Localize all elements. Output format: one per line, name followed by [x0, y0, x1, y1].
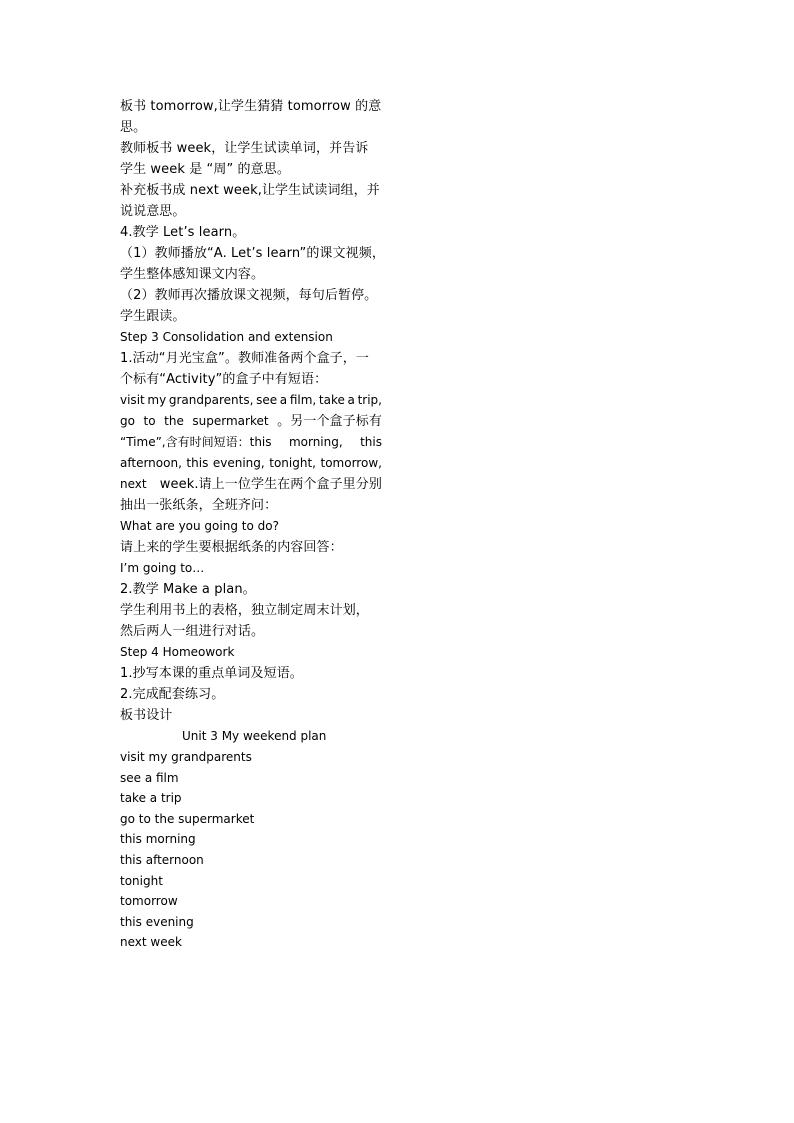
- board-item: tonight: [120, 873, 163, 888]
- word: go: [120, 414, 135, 428]
- text-line: 个标有“Activity”的盒子中有短语：: [120, 372, 328, 387]
- word: evening,: [212, 456, 265, 470]
- word: trip,: [357, 393, 382, 407]
- text-line: 学生 week 是 “周” 的意思。: [120, 162, 290, 177]
- board-item: this afternoon: [120, 852, 204, 867]
- word: supermarket: [192, 414, 269, 428]
- word: a: [347, 393, 355, 407]
- text-line: 4.教学 Let’s learn。: [120, 225, 246, 240]
- board-item: visit my grandparents: [120, 750, 252, 764]
- text-line: What are you going to do?: [120, 519, 279, 533]
- board-item: this morning: [120, 832, 196, 847]
- board-item: tomorrow: [120, 894, 178, 909]
- word: next: [120, 477, 147, 491]
- word: visit: [120, 393, 145, 407]
- text-line: （2）教师再次播放课文视频，每句后暂停。: [120, 288, 378, 303]
- text-line: 学生整体感知课文内容。: [120, 267, 265, 282]
- text-line: I’m going to…: [120, 561, 205, 575]
- board-word-list: [120, 747, 382, 953]
- step-heading: Step 4 Homeowork: [120, 645, 235, 659]
- text-line: 补充板书成 next week,让学生试读词组，并: [120, 183, 380, 198]
- board-item: see a film: [120, 770, 179, 785]
- text-line: 思。: [120, 120, 147, 135]
- word: my: [147, 393, 167, 407]
- word: “Time”,含有时间短语：this: [120, 435, 272, 449]
- word: to: [143, 414, 156, 428]
- text-line: 说说意思。: [120, 204, 186, 219]
- text-line: （1）教师播放“A. Let’s learn”的课文视频，: [120, 246, 385, 261]
- justified-line: [120, 390, 382, 411]
- board-item: next week: [120, 935, 182, 950]
- justified-line: [120, 474, 382, 495]
- word: afternoon,: [120, 456, 182, 470]
- justified-line: [120, 411, 382, 432]
- word: film,: [289, 393, 317, 407]
- text-line: 2.完成配套练习。: [120, 687, 225, 702]
- word: this: [360, 435, 382, 449]
- text-line: 请上来的学生要根据纸条的内容回答：: [120, 540, 343, 555]
- word: the: [164, 414, 184, 428]
- text-line: 教师板书 week，让学生试读单词，并告诉: [120, 141, 369, 156]
- lesson-plan-body: [120, 96, 385, 953]
- board-item: take a trip: [120, 791, 182, 806]
- word: grandparents,: [168, 393, 254, 407]
- word: see: [256, 393, 278, 407]
- text-line: 学生跟读。: [120, 309, 186, 324]
- section-heading: 板书设计: [120, 708, 173, 723]
- board-item: go to the supermarket: [120, 811, 255, 826]
- word: tonight,: [269, 456, 316, 470]
- word: tomorrow,: [320, 456, 382, 470]
- text-line: 然后两人一组进行对话。: [120, 624, 265, 639]
- word: morning,: [288, 435, 343, 449]
- board-item: this evening: [120, 914, 194, 929]
- text-line: 1.抄写本课的重点单词及短语。: [120, 666, 303, 681]
- text-line: 学生利用书上的表格，独立制定周末计划，: [120, 603, 369, 618]
- text-line: 2.教学 Make a plan。: [120, 582, 256, 597]
- word: week.请上一位学生在两个盒子里分别: [159, 477, 382, 492]
- word: take: [318, 393, 345, 407]
- board-title: Unit 3 My weekend plan: [182, 729, 327, 743]
- word: 。另一个盒子标有: [277, 414, 382, 429]
- justified-line: [120, 453, 382, 474]
- word: this: [186, 456, 209, 470]
- word: a: [279, 393, 288, 407]
- text-line: 抽出一张纸条，全班齐问：: [120, 498, 278, 513]
- text-line: 1.活动“月光宝盒”。教师准备两个盒子，一: [120, 351, 369, 366]
- justified-line: [120, 432, 382, 453]
- step-heading: Step 3 Consolidation and extension: [120, 330, 333, 344]
- text-line: 板书 tomorrow,让学生猜猜 tomorrow 的意: [120, 99, 382, 114]
